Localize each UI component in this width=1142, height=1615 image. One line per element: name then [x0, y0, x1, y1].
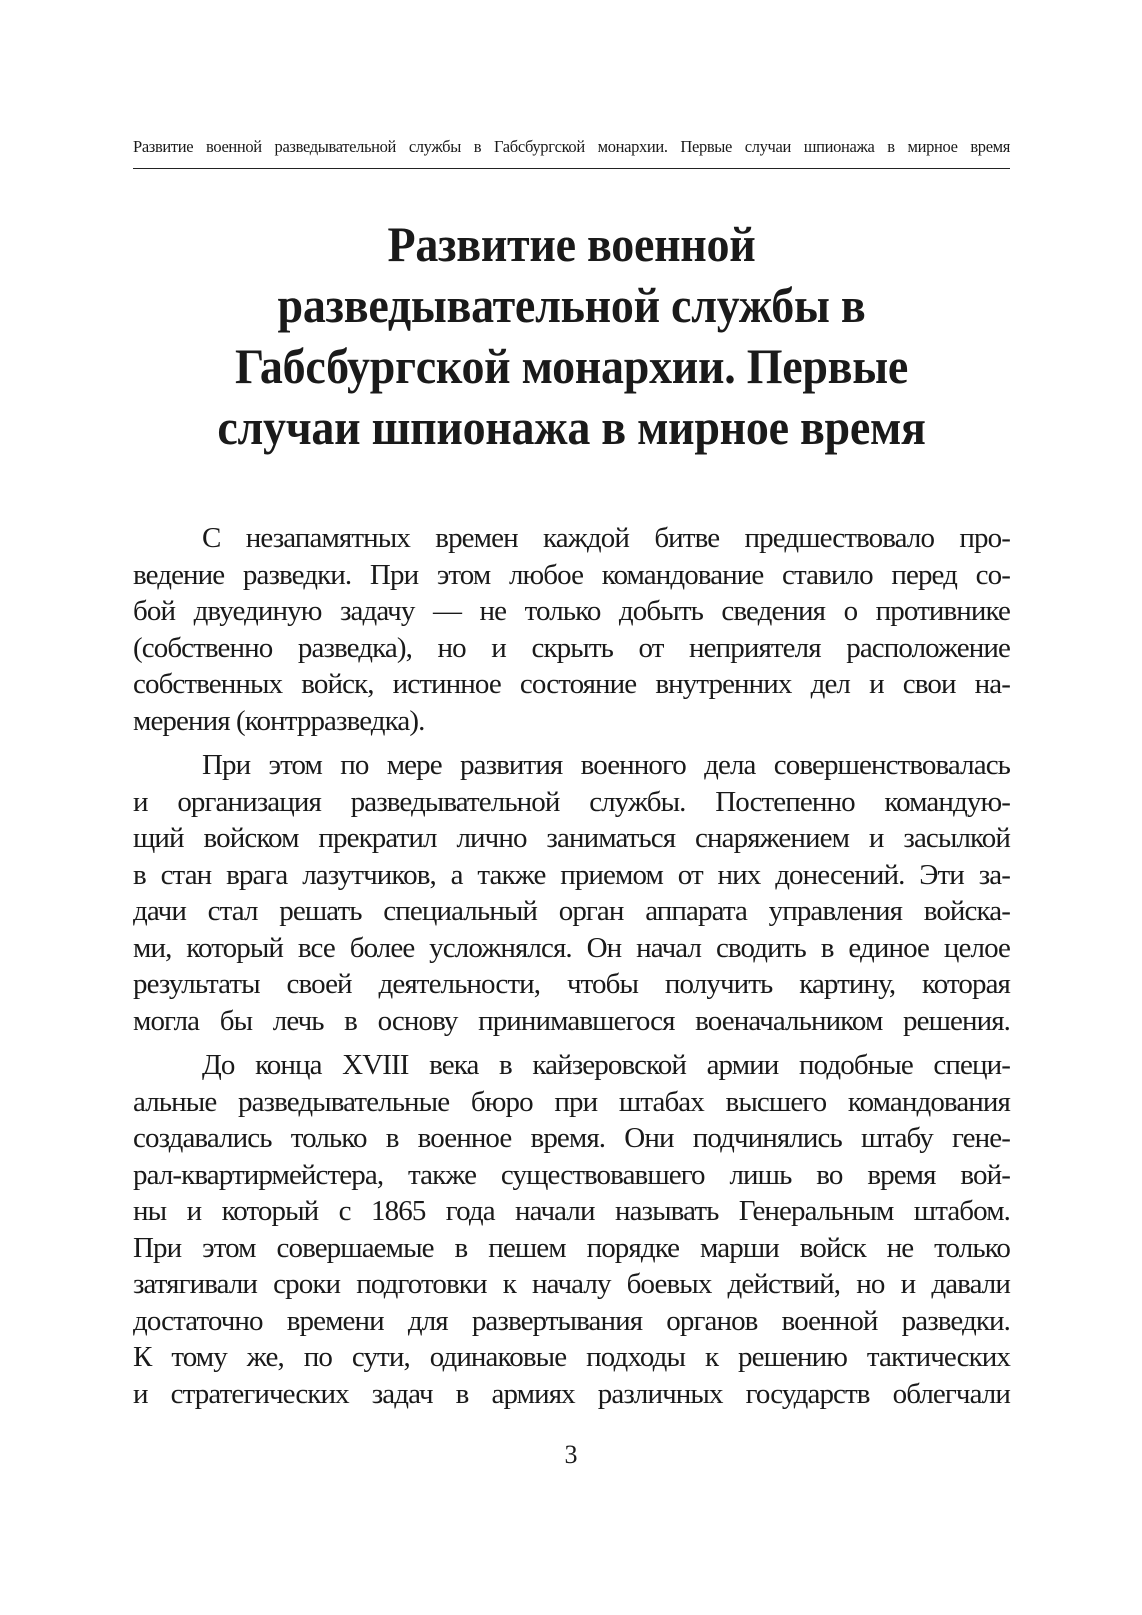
- text-line: ны и который с 1865 года начали называть Генеральным штабом.: [133, 1195, 1010, 1227]
- text-line: бой двуединую задачу — не только добыть сведения о противнике: [133, 595, 1010, 627]
- paragraph-3: [133, 1047, 1010, 1412]
- chapter-title: [168, 214, 975, 458]
- text-line: До конца XVIII века в кайзеровской армии подобные специ-: [202, 1049, 1010, 1081]
- text-line: затягивали сроки подготовки к началу боевых действий, но и давали: [133, 1268, 1010, 1300]
- text-line: мерения (контрразведка).: [133, 704, 425, 737]
- text-line: При этом совершаемые в пешем порядке марши войск не только: [133, 1231, 1010, 1264]
- text-line: достаточно времени для развертывания органов военной разведки.: [133, 1304, 1010, 1337]
- text-line: в стан врага лазутчиков, а также приемом от них донесений. Эти за-: [133, 858, 1010, 891]
- text-line: С незапамятных времен каждой битве предшествовало про-: [202, 522, 1010, 554]
- chapter-title-line: Габсбургской монархии. Первые: [234, 338, 909, 394]
- text-line: и организация разведывательной службы. Постепенно командую-: [133, 785, 1010, 818]
- paragraph-2: [133, 747, 1010, 1039]
- header-rule: [133, 168, 1010, 169]
- text-line: ведение разведки. При этом любое командование ставило перед со-: [133, 558, 1010, 591]
- text-line: ми, который все более усложнялся. Он начал сводить в единое целое: [133, 931, 1010, 964]
- text-line: и стратегических задач в армиях различных государств облегчали: [133, 1377, 1010, 1410]
- text-line: результаты своей деятельности, чтобы получить картину, которая: [133, 968, 1010, 1000]
- text-line: создавались только в военное время. Они подчинялись штабу гене-: [133, 1122, 1010, 1154]
- text-line: рал-квартирмейстера, также существовавшего лишь во время вой-: [133, 1158, 1010, 1191]
- running-header-text: Развитие военной разведывательной службы в Габсбургской монархии. Первые случаи шпионажа в мирное время: [133, 137, 1010, 156]
- running-header: [133, 137, 1010, 157]
- text-line: альные разведывательные бюро при штабах высшего командования: [133, 1085, 1010, 1118]
- body-text: [133, 520, 1010, 1420]
- text-line: К тому же, по сути, одинаковые подходы к решению тактических: [133, 1341, 1010, 1373]
- text-line: собственных войск, истинное состояние внутренних дел и свои на-: [133, 668, 1010, 700]
- paragraph-1: [133, 520, 1010, 739]
- chapter-title-line: разведывательной службы в: [277, 277, 866, 333]
- chapter-title-line: случаи шпионажа в мирное время: [217, 399, 926, 455]
- text-line: (собственно разведка), но и скрыть от неприятеля расположение: [133, 631, 1010, 664]
- text-line: При этом по мере развития военного дела совершенствовалась: [202, 749, 1010, 781]
- text-line: дачи стал решать специальный орган аппарата управления войска-: [133, 895, 1010, 927]
- text-line: могла бы лечь в основу принимавшегося военачальником решения.: [133, 1004, 1010, 1037]
- chapter-title-line: Развитие военной: [387, 216, 756, 272]
- page-number: 3: [564, 1440, 578, 1469]
- text-line: щий войском прекратил лично заниматься снаряжением и засылкой: [133, 822, 1010, 854]
